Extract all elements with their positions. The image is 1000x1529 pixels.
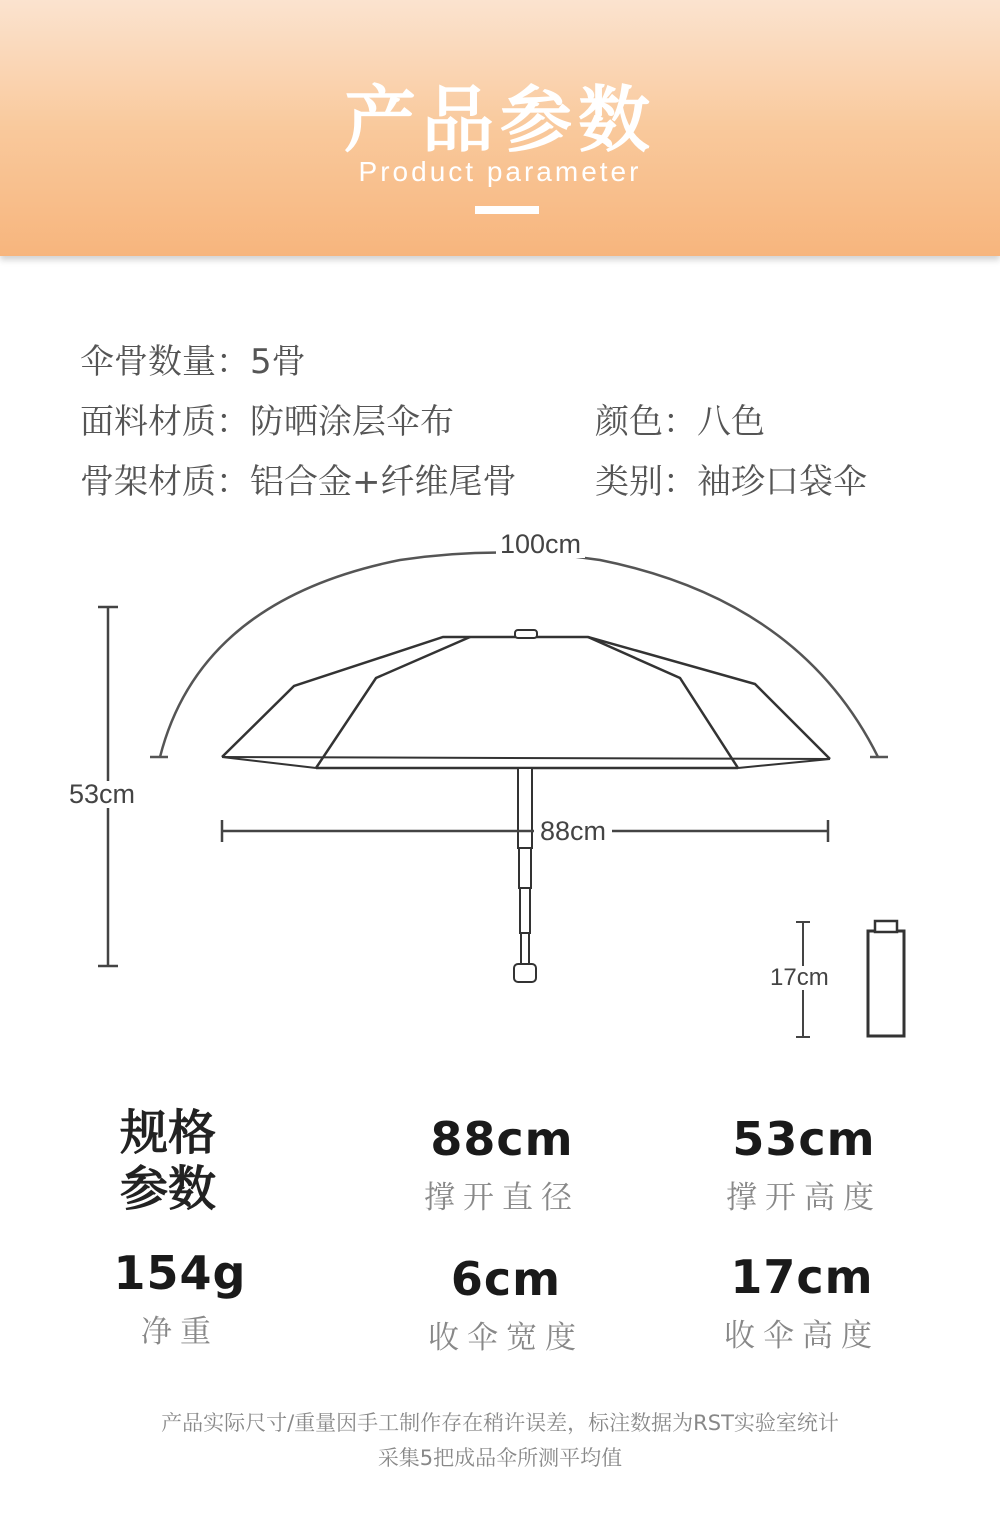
- open-width-label: 88cm: [534, 818, 612, 845]
- page-subtitle: Product parameter: [358, 156, 642, 187]
- shaft-lower: [520, 888, 530, 933]
- umbrella-drawing: [0, 500, 1000, 1060]
- handle: [514, 964, 536, 982]
- stat-folded-height: [672, 1250, 932, 1355]
- stat-value: 88cm: [430, 1112, 574, 1166]
- spec-category: 类别：袖珍口袋伞: [595, 462, 867, 502]
- stat-value: 154g: [113, 1246, 247, 1300]
- shaft-tip: [521, 933, 529, 965]
- spec-fabric: 面料材质：防晒涂层伞布: [80, 402, 454, 442]
- stat-label: 收伞宽度: [428, 1320, 584, 1356]
- open-height-label: 53cm: [69, 779, 136, 809]
- arc-length-label: 100cm: [496, 531, 585, 558]
- stat-value: 17cm: [730, 1250, 874, 1304]
- folded-umbrella-cap: [875, 921, 897, 932]
- title-underline: [475, 206, 539, 214]
- canopy-top-cap: [515, 630, 537, 638]
- folded-umbrella-body: [868, 931, 904, 1036]
- umbrella-diagram: [0, 500, 1000, 1060]
- stat-label: 净重: [141, 1314, 219, 1350]
- page-title: 产品参数: [343, 78, 656, 162]
- stat-label: 撑开直径: [424, 1180, 580, 1216]
- header-banner: [0, 0, 1000, 256]
- canopy-edge-right: [738, 759, 830, 768]
- shaft-middle: [519, 848, 531, 888]
- stat-value: 53cm: [732, 1112, 876, 1166]
- stat-open-diameter: [372, 1112, 632, 1217]
- stat-label: 撑开高度: [726, 1180, 882, 1216]
- spec-color: 颜色：八色: [595, 402, 765, 442]
- footnote-line-2: 采集5把成品伞所测平均值: [377, 1446, 623, 1470]
- canopy-edge-left: [222, 757, 316, 768]
- shaft-upper: [518, 768, 532, 848]
- spec-frame: 骨架材质：铝合金+纤维尾骨: [80, 462, 517, 502]
- stat-open-height: [674, 1112, 934, 1217]
- stat-label: 收伞高度: [724, 1318, 880, 1354]
- stat-folded-width: [376, 1252, 636, 1357]
- spec-ribs: 伞骨数量：5骨: [80, 342, 306, 382]
- stat-value: 6cm: [450, 1252, 562, 1306]
- spec-grid-title: 规格参数: [120, 1105, 217, 1217]
- footnote-line-1: 产品实际尺寸/重量因手工制作存在稍许误差，标注数据为RST实验室统计: [161, 1411, 839, 1435]
- folded-height-label: 17cm: [770, 964, 829, 991]
- canopy-outline: [222, 637, 830, 759]
- stat-net-weight: [50, 1246, 310, 1351]
